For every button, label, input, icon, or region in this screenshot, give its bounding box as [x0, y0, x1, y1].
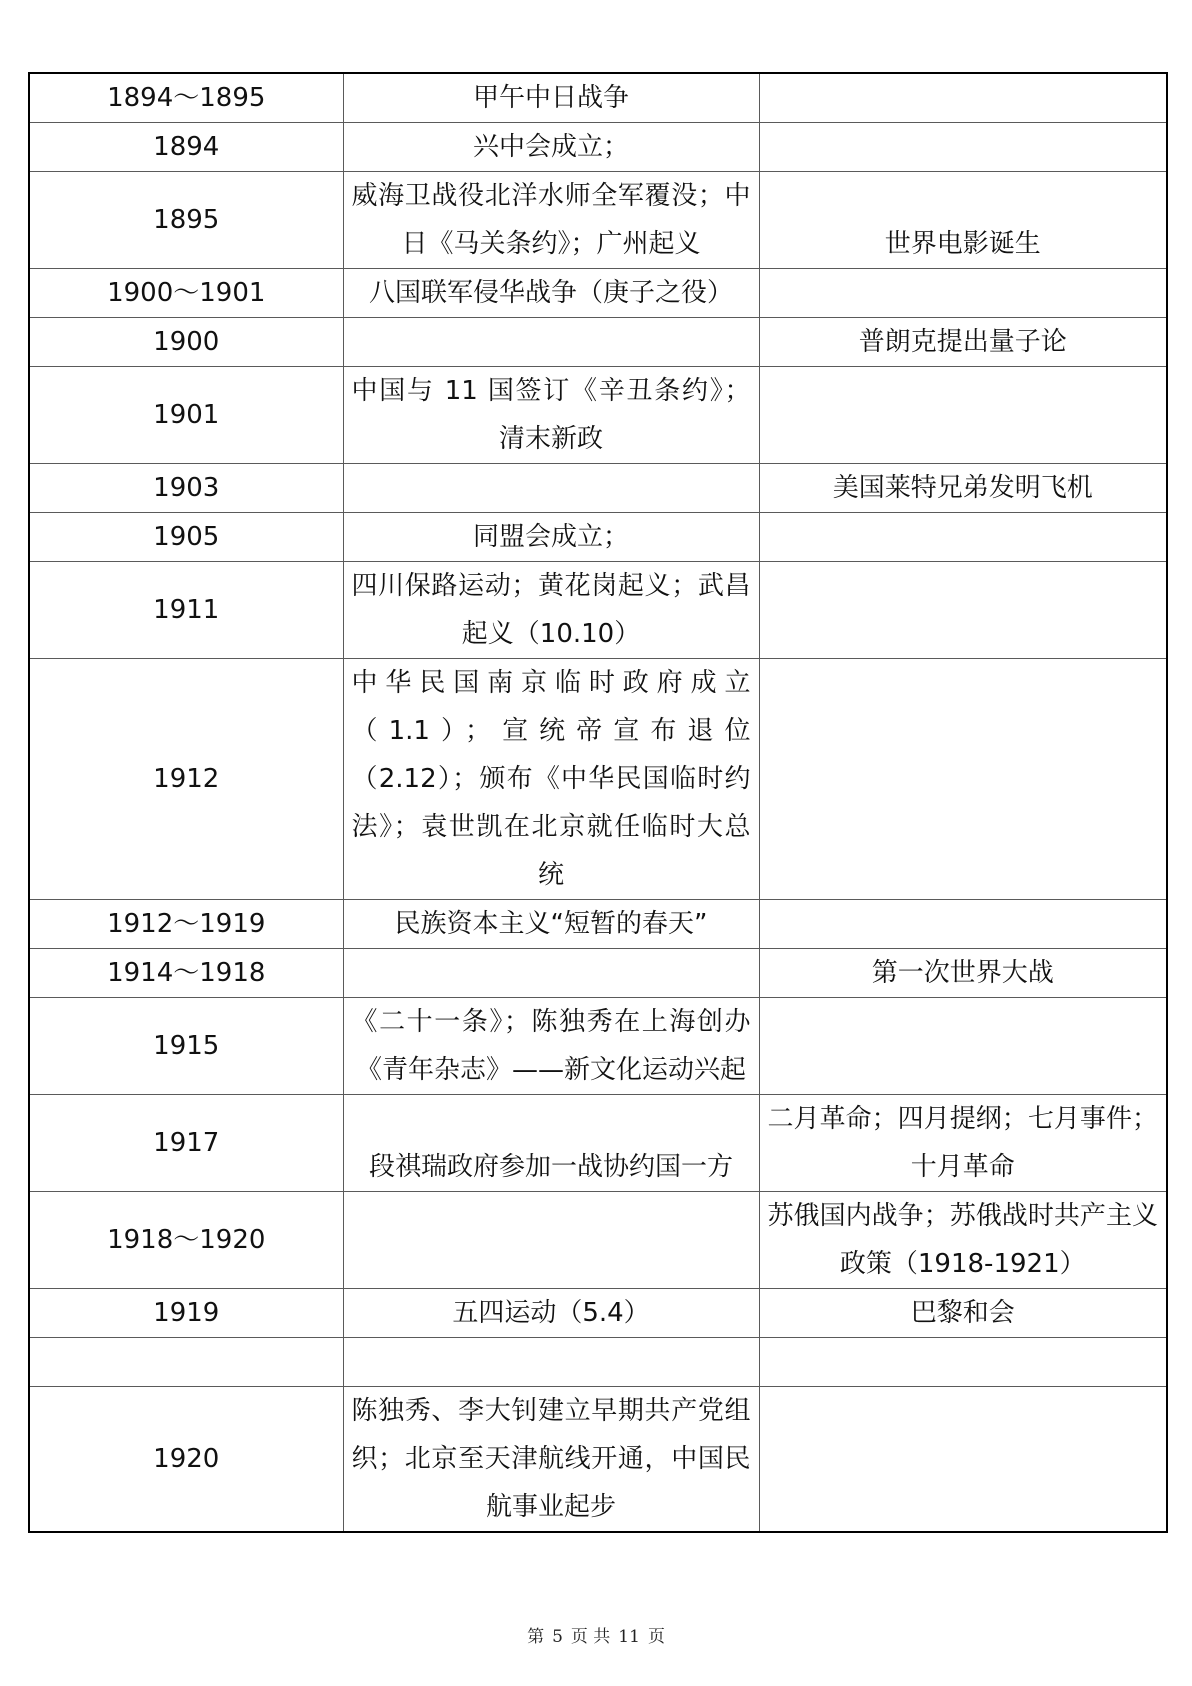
table-row — [29, 1338, 1167, 1387]
table-row — [29, 1289, 1167, 1338]
china-event-cell — [343, 464, 759, 513]
china-event-cell: 中华民国南京临时政府成立（1.1）；宣统帝宣布退位（2.12）；颁布《中华民国临时约法》；袁世凯在北京就任临时大总统 — [343, 659, 759, 900]
china-event-cell — [343, 318, 759, 367]
china-event-cell: 四川保路运动；黄花岗起义；武昌起义（10.10） — [343, 562, 759, 659]
china-event-cell: 八国联军侵华战争（庚子之役） — [343, 269, 759, 318]
year-cell: 1917 — [29, 1095, 343, 1192]
year-cell: 1894 — [29, 123, 343, 172]
world-event-cell — [759, 900, 1167, 949]
year-cell: 1919 — [29, 1289, 343, 1338]
china-event-cell: 《二十一条》；陈独秀在上海创办《青年杂志》——新文化运动兴起 — [343, 998, 759, 1095]
table-row — [29, 1095, 1167, 1192]
world-event-cell — [759, 1338, 1167, 1387]
china-event-cell: 段祺瑞政府参加一战协约国一方 — [343, 1095, 759, 1192]
world-event-cell — [759, 562, 1167, 659]
year-cell: 1911 — [29, 562, 343, 659]
year-cell: 1895 — [29, 172, 343, 269]
china-event-cell: 甲午中日战争 — [343, 73, 759, 123]
year-cell: 1905 — [29, 513, 343, 562]
world-event-cell — [759, 367, 1167, 464]
world-event-cell — [759, 659, 1167, 900]
table-row — [29, 269, 1167, 318]
table-row — [29, 513, 1167, 562]
world-event-cell — [759, 998, 1167, 1095]
china-event-cell: 五四运动（5.4） — [343, 1289, 759, 1338]
china-event-cell: 兴中会成立； — [343, 123, 759, 172]
year-cell: 1912～1919 — [29, 900, 343, 949]
table-row — [29, 172, 1167, 269]
year-cell: 1900～1901 — [29, 269, 343, 318]
page-label-mid: 页 共 — [570, 1627, 611, 1647]
china-event-cell: 陈独秀、李大钊建立早期共产党组织；北京至天津航线开通，中国民航事业起步 — [343, 1387, 759, 1533]
china-event-cell: 民族资本主义“短暂的春天” — [343, 900, 759, 949]
table-body — [29, 73, 1167, 1532]
year-cell — [29, 1338, 343, 1387]
page-label-prefix: 第 — [527, 1627, 545, 1647]
table-row — [29, 318, 1167, 367]
china-event-cell — [343, 1338, 759, 1387]
page-label-suffix: 页 — [647, 1627, 665, 1647]
year-cell: 1918～1920 — [29, 1192, 343, 1289]
year-cell: 1900 — [29, 318, 343, 367]
timeline-table — [28, 72, 1168, 1533]
china-event-cell: 威海卫战役北洋水师全军覆没；中日《马关条约》；广州起义 — [343, 172, 759, 269]
table-row — [29, 367, 1167, 464]
china-event-cell: 同盟会成立； — [343, 513, 759, 562]
table-row — [29, 949, 1167, 998]
china-event-cell — [343, 1192, 759, 1289]
world-event-cell: 世界电影诞生 — [759, 172, 1167, 269]
world-event-cell: 二月革命；四月提纲；七月事件；十月革命 — [759, 1095, 1167, 1192]
year-cell: 1920 — [29, 1387, 343, 1533]
year-cell: 1914～1918 — [29, 949, 343, 998]
page-footer — [0, 1622, 1192, 1647]
year-cell: 1912 — [29, 659, 343, 900]
world-event-cell — [759, 1387, 1167, 1533]
world-event-cell: 第一次世界大战 — [759, 949, 1167, 998]
page-number: 5 — [552, 1627, 563, 1647]
world-event-cell — [759, 513, 1167, 562]
table-row — [29, 659, 1167, 900]
world-event-cell: 美国莱特兄弟发明飞机 — [759, 464, 1167, 513]
world-event-cell: 苏俄国内战争；苏俄战时共产主义政策（1918-1921） — [759, 1192, 1167, 1289]
world-event-cell — [759, 123, 1167, 172]
table-row — [29, 73, 1167, 123]
table-row — [29, 123, 1167, 172]
table-row — [29, 998, 1167, 1095]
china-event-cell: 中国与 11 国签订《辛丑条约》；清末新政 — [343, 367, 759, 464]
world-event-cell — [759, 73, 1167, 123]
world-event-cell — [759, 269, 1167, 318]
total-pages: 11 — [618, 1627, 640, 1647]
table-row — [29, 1387, 1167, 1533]
world-event-cell: 普朗克提出量子论 — [759, 318, 1167, 367]
year-cell: 1894～1895 — [29, 73, 343, 123]
table-row — [29, 900, 1167, 949]
world-event-cell: 巴黎和会 — [759, 1289, 1167, 1338]
table-row — [29, 464, 1167, 513]
table-row — [29, 1192, 1167, 1289]
year-cell: 1903 — [29, 464, 343, 513]
year-cell: 1901 — [29, 367, 343, 464]
year-cell: 1915 — [29, 998, 343, 1095]
table-row — [29, 562, 1167, 659]
china-event-cell — [343, 949, 759, 998]
